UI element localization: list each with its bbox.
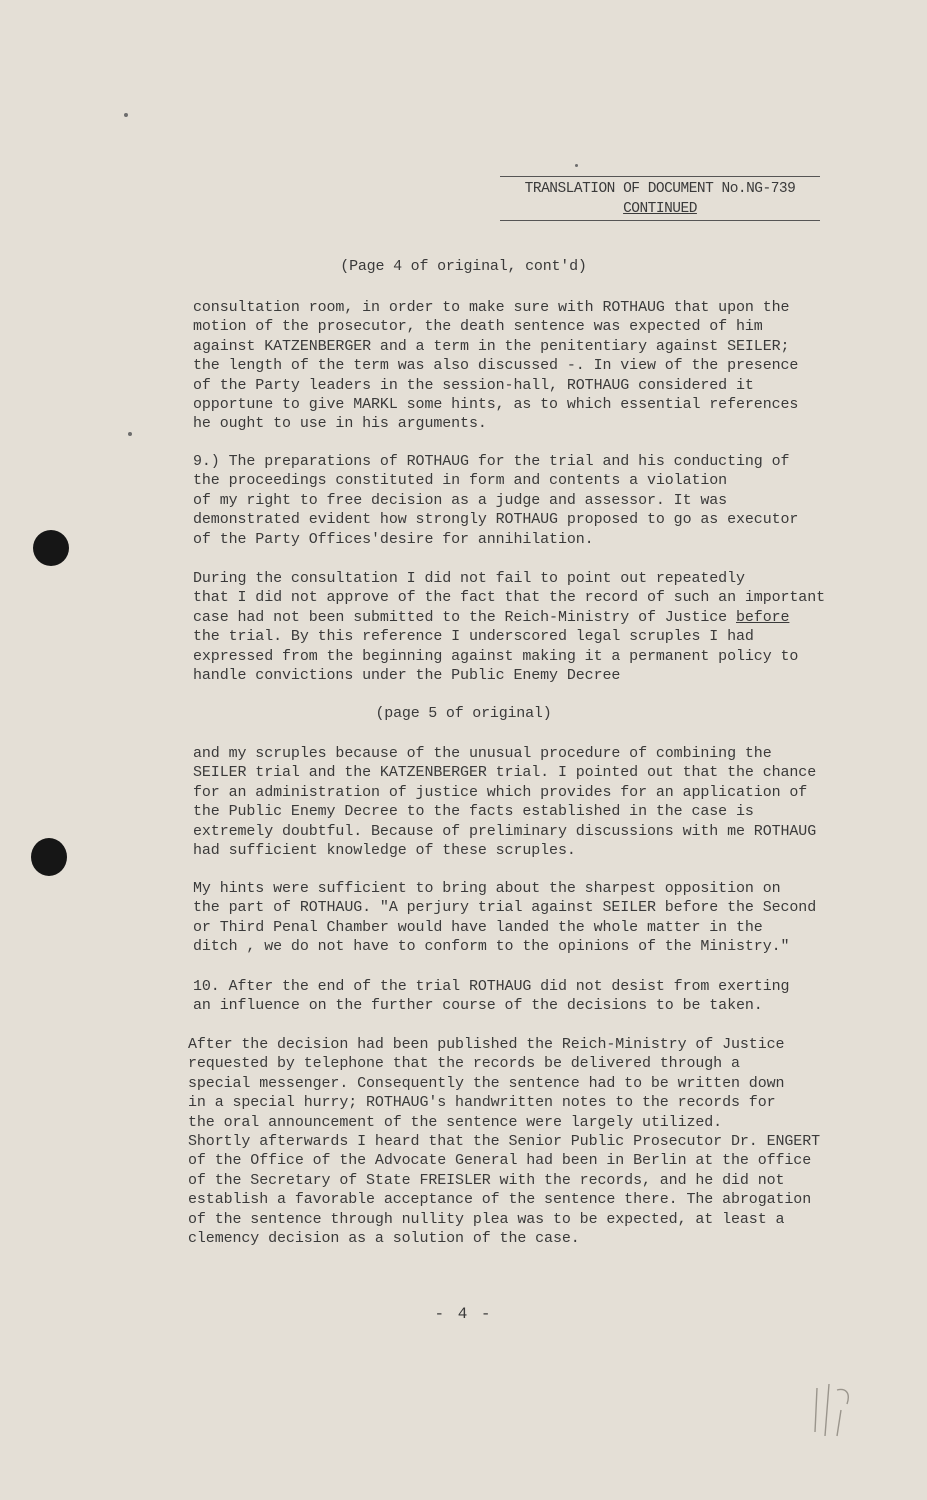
text-line: the oral announcement of the sentence were largely utilized. <box>188 1113 723 1131</box>
paragraph <box>193 977 873 1016</box>
text-line: of the sentence through nullity plea was to be expected, at least a <box>188 1210 785 1228</box>
text-line: During the consultation I did not fail to point out repeatedly <box>193 570 745 587</box>
text-line: he ought to use in his arguments. <box>193 415 487 433</box>
paragraph <box>193 569 873 685</box>
text-line: the length of the term was also discussed -. In view of the presence <box>193 357 799 375</box>
pencil-mark-icon <box>807 1380 857 1440</box>
text-line: the proceedings constituted in form and contents a violation <box>193 472 728 490</box>
speck <box>575 164 578 167</box>
text-line: that I did not approve of the fact that the record of such an important <box>193 589 826 607</box>
text-line: and my scruples because of the unusual procedure of combining the <box>193 745 772 762</box>
text-line: had sufficient knowledge of these scruples. <box>193 842 576 860</box>
text-line: requested by telephone that the records be delivered through a <box>188 1055 740 1073</box>
text-line: extremely doubtful. Because of preliminary discussions with me ROTHAUG <box>193 822 817 840</box>
text-line: in a special hurry; ROTHAUG's handwritten notes to the records for <box>188 1094 776 1112</box>
paragraph <box>193 879 873 957</box>
text-line: handle convictions under the Public Enemy Decree <box>193 667 621 685</box>
text-line: ditch , we do not have to conform to the opinions of the Ministry." <box>193 938 790 956</box>
text-line: opportune to give MARKL some hints, as to which essential references <box>193 396 799 414</box>
speck <box>128 432 132 436</box>
text-line: an influence on the further course of the decisions to be taken. <box>193 997 763 1015</box>
page-reference: (page 5 of original) <box>375 705 552 722</box>
paragraph <box>193 744 873 860</box>
document-header <box>500 176 820 221</box>
paragraph <box>193 298 873 434</box>
text-line: demonstrated evident how strongly ROTHAUG proposed to go as executor <box>193 511 799 529</box>
text-line: motion of the prosecutor, the death sentence was expected of him <box>193 318 763 336</box>
text-line: Shortly afterwards I heard that the Senior Public Prosecutor Dr. ENGERT <box>188 1133 821 1151</box>
punch-hole-top <box>33 530 69 566</box>
text-line: the part of ROTHAUG. "A perjury trial against SEILER before the Second <box>193 899 817 917</box>
header-title: TRANSLATION OF DOCUMENT No.NG-739 <box>524 181 796 197</box>
punch-hole-bottom <box>31 838 67 876</box>
text-line: the trial. By this reference I underscored legal scruples I had <box>193 628 754 646</box>
paragraph <box>188 1035 868 1248</box>
text-line: or Third Penal Chamber would have landed the whole matter in the <box>193 918 763 936</box>
text-line: establish a favorable acceptance of the sentence there. The abrogation <box>188 1191 812 1209</box>
text-line: clemency decision as a solution of the case. <box>188 1230 580 1248</box>
speck <box>124 113 128 117</box>
text-line: special messenger. Consequently the sentence had to be written down <box>188 1074 785 1092</box>
text-line: against KATZENBERGER and a term in the penitentiary against SEILER; <box>193 337 790 355</box>
text-line: for an administration of justice which provides for an application of <box>193 783 808 801</box>
text-line: consultation room, in order to make sure with ROTHAUG that upon the <box>193 299 790 316</box>
text-line: SEILER trial and the KATZENBERGER trial. I pointed out that the chance <box>193 764 817 782</box>
text-line: of the Office of the Advocate General had been in Berlin at the office <box>188 1152 812 1170</box>
underlined-word: before <box>736 608 790 626</box>
text-line: My hints were sufficient to bring about the sharpest opposition on <box>193 880 781 897</box>
text-line: the Public Enemy Decree to the facts established in the case is <box>193 803 754 821</box>
text-line: After the decision had been published the Reich-Ministry of Justice <box>188 1036 785 1053</box>
header-continued: CONTINUED <box>623 201 697 217</box>
page-number: - 4 - <box>434 1305 493 1323</box>
text-line: of the Party leaders in the session-hall, ROTHAUG considered it <box>193 376 754 394</box>
text-line: of the Party Offices'desire for annihilation. <box>193 530 594 548</box>
text-line: 10. After the end of the trial ROTHAUG did not desist from exerting <box>193 978 790 995</box>
text-line: case had not been submitted to the Reich-Ministry of Justice before <box>193 608 790 626</box>
text-line: of the Secretary of State FREISLER with the records, and he did not <box>188 1171 785 1189</box>
text-line: of my right to free decision as a judge and assessor. It was <box>193 491 728 509</box>
page-reference: (Page 4 of original, cont'd) <box>340 258 587 275</box>
paragraph <box>193 452 873 549</box>
text-line: expressed from the beginning against making it a permanent policy to <box>193 647 799 665</box>
text-line: 9.) The preparations of ROTHAUG for the trial and his conducting of <box>193 453 790 470</box>
